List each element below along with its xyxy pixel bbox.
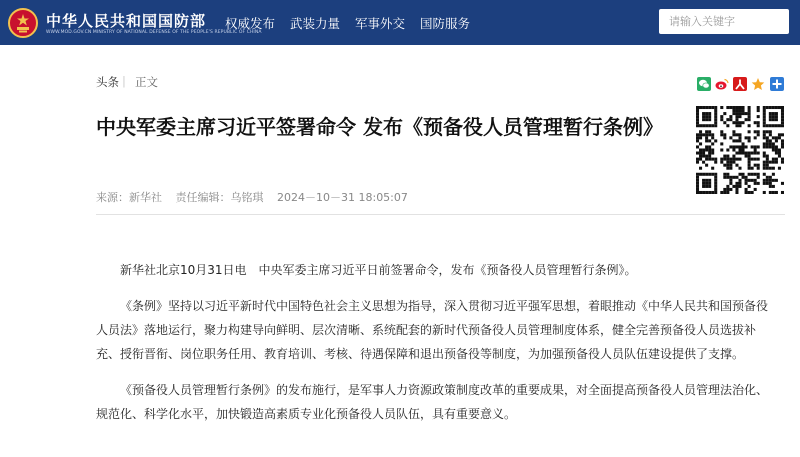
qr-code [696, 106, 784, 194]
breadcrumb-current: 正文 [135, 75, 158, 89]
wechat-icon[interactable] [697, 77, 711, 91]
top-header-bar [0, 0, 800, 45]
weibo-icon[interactable] [715, 77, 729, 91]
site-name-cn[interactable]: 中华人民共和国国防部 [46, 12, 207, 30]
article-paragraph: 《条例》坚持以习近平新时代中国特色社会主义思想为指导，深入贯彻习近平强军思想，着眼推动《中华人民共和国预备役人员法》落地运行，聚力构建导向鲜明、层次清晰、系统配套的新时代预备役人员管理制度体系，健全完善预备役人员选拔补充、授衔晋衔、岗位职务任用、教育培训、考核、待遇保障和退出预备役等制度，为加强预备役人员队伍建设提供了支撑。 [96, 299, 769, 361]
article-source: 来源：新华社 [96, 191, 162, 204]
national-emblem-logo[interactable] [8, 8, 38, 38]
article-datetime: 2024－10－31 18:05:07 [277, 191, 408, 204]
meta-divider [96, 214, 785, 215]
site-url: WWW.MOD.GOV.CN [46, 30, 92, 35]
article-editor: 责任编辑：乌铭琪 [175, 191, 264, 204]
site-name-en-text: MINISTRY OF NATIONAL DEFENSE OF THE PEOPLE'S REPUBLIC OF CHINA [92, 30, 262, 35]
nav-item-armed-forces[interactable]: 武装力量 [290, 16, 341, 31]
article-meta [96, 189, 418, 205]
nav-item-authoritative-release[interactable]: 权威发布 [225, 16, 276, 31]
article-title: 中央军委主席习近平签署命令 发布《预备役人员管理暂行条例》 [96, 115, 663, 139]
more-share-icon[interactable] [770, 77, 784, 91]
nav-item-defense-services[interactable]: 国防服务 [420, 16, 471, 31]
people-daily-icon[interactable] [733, 77, 747, 91]
breadcrumb-home[interactable]: 头条 [96, 75, 119, 89]
search-input[interactable] [659, 9, 789, 34]
nav-item-military-diplomacy[interactable]: 军事外交 [355, 16, 406, 31]
article-paragraph: 新华社北京10月31日电 中央军委主席习近平日前签署命令，发布《预备役人员管理暂行条例》。 [120, 263, 637, 277]
favorite-star-icon[interactable] [751, 77, 765, 91]
breadcrumb-separator: | [122, 74, 126, 88]
article-paragraph: 《预备役人员管理暂行条例》的发布施行，是军事人力资源政策制度改革的重要成果，对全面提高预备役人员管理法治化、规范化、科学化水平，加快锻造高素质专业化预备役人员队伍，具有重要意义。 [96, 383, 769, 421]
